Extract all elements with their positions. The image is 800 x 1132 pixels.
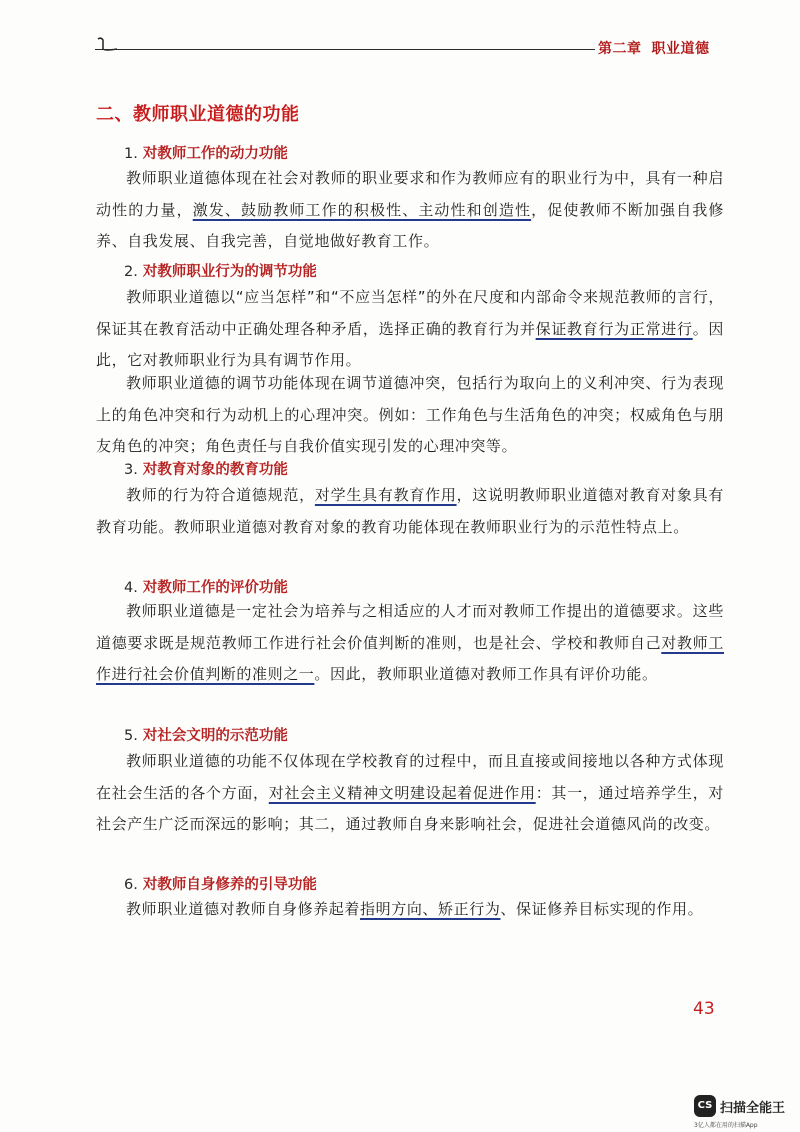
paragraph-text: 。因此，教师职业道德对教师工作具有评价功能。 — [314, 665, 658, 683]
paragraph-text: 教师职业道德体现在社会对教师的职业要求和作为教师应有的职业行为中，具有一种启动性的力量， — [96, 169, 724, 219]
subsection-heading — [124, 260, 317, 281]
subsection-number: 2. — [124, 264, 138, 280]
section-title: 二、教师职业道德的功能 — [96, 104, 300, 125]
underlined-phrase: 对学生具有教育作用 — [314, 486, 457, 504]
header-chapter-number: 第二章 — [598, 41, 642, 57]
subsection-heading — [124, 142, 288, 163]
paragraph — [96, 282, 724, 377]
subsection-heading — [124, 458, 288, 479]
paragraph-text: 教师职业道德以“应当怎样”和“不应当怎样”的外在尺度和内部命令来规范教师的言行，保证其在教育活动中正确处理各种矛盾，选择正确的教育行为并 — [96, 288, 724, 338]
paragraph-text: 教师职业道德对教师自身修养起着 — [126, 900, 361, 918]
underlined-phrase: 指明方向、矫正行为 — [360, 900, 501, 918]
page-number: 43 — [693, 999, 715, 1019]
subsection-title: 对社会文明的示范功能 — [142, 728, 288, 744]
subsection-title: 对教师职业行为的调节功能 — [142, 264, 317, 280]
paragraph-text: 教师职业道德的功能不仅体现在学校教育的过程中，而且直接或间接地以各种方式体现在社会生活的各个方面， — [96, 752, 724, 802]
paragraph-text: 教师职业道德是一定社会为培养与之相适应的人才而对教师工作提出的道德要求。这些道德要求既是规范教师工作进行社会价值判断的准则，也是社会、学校和教师自己 — [96, 602, 724, 652]
underlined-phrase: 对教师工作进行社会价值判断的准则之一 — [96, 633, 724, 683]
paragraph-text: 教师的行为符合道德规范， — [126, 486, 315, 504]
paragraph — [96, 894, 724, 926]
paragraph-text: ：其一，通过培养学生，对社会产生广泛而深远的影响；其二，通过教师自身来影响社会，促进社会道德风尚的改变。 — [96, 783, 725, 833]
subsection-title: 对教师工作的动力功能 — [142, 146, 288, 162]
subsection-heading — [124, 724, 288, 745]
subsection-number: 5. — [124, 728, 138, 744]
subsection-heading — [124, 873, 317, 894]
scanner-watermark — [694, 1095, 794, 1129]
scanner-tagline: 3亿人都在用的扫描App — [694, 1122, 758, 1129]
subsection-title: 对教育对象的教育功能 — [142, 462, 288, 478]
header-rule — [95, 49, 595, 50]
paragraph-text: ，促使教师不断加强自我修养、自我发展、自我完善，自觉地做好教育工作。 — [96, 200, 724, 250]
scanner-app-name: 扫描全能王 — [720, 1101, 786, 1116]
subsection-title: 对教师工作的评价功能 — [142, 580, 288, 596]
subsection-number: 4. — [124, 580, 138, 596]
underlined-phrase: 保证教育行为正常进行 — [535, 319, 693, 338]
paragraph-text: 。因此，它对教师职业行为具有调节作用。 — [96, 319, 724, 369]
paragraph: 教师职业道德的调节功能体现在调节道德冲突，包括行为取向上的义利冲突、行为表现上的角色冲突和行为动机上的心理冲突。例如：工作角色与生活角色的冲突；权威角色与朋友角色的冲突；角色责任与自我价值实现引发的心理冲突等。 — [96, 374, 724, 455]
header-chapter-title: 职业道德 — [651, 41, 710, 57]
subsection-number: 6. — [124, 877, 138, 893]
paragraph — [96, 163, 724, 258]
paragraph-text: 、保证修养目标实现的作用。 — [500, 900, 704, 918]
running-header — [598, 38, 710, 58]
paragraph — [96, 480, 724, 543]
subsection-title: 对教师自身修养的引导功能 — [142, 877, 317, 893]
subsection-number: 3. — [124, 462, 138, 478]
subsection-heading — [124, 576, 288, 597]
paragraph — [96, 596, 724, 691]
scanner-logo-icon: CS — [694, 1095, 716, 1117]
paragraph-text: ，这说明教师职业道德对教育对象具有教育功能。教师职业道德对教育对象的教育功能体现在教师职业行为的示范性特点上。 — [96, 486, 725, 536]
paragraph — [96, 746, 724, 841]
subsection-number: 1. — [124, 146, 138, 162]
underlined-phrase: 激发、鼓励教师工作的积极性、主动性和创造性 — [192, 200, 532, 219]
underlined-phrase: 对社会主义精神文明建设起着促进作用 — [268, 783, 536, 802]
